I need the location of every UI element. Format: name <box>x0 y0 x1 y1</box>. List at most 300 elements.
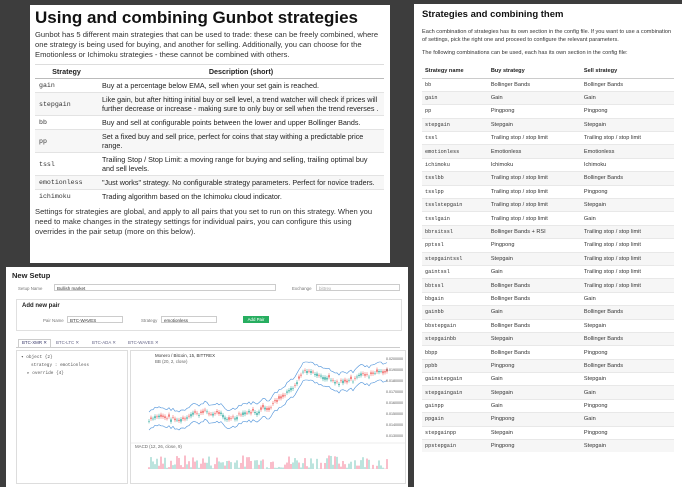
pair-name-input[interactable]: BTC-WAVES <box>67 316 123 323</box>
candle <box>264 408 265 410</box>
buy-strategy: Bollinger Bands <box>488 78 581 91</box>
combination-name: bbstepgain <box>422 319 488 332</box>
macd-bar <box>254 460 255 469</box>
table-row <box>422 413 674 426</box>
candle <box>230 418 231 419</box>
strategy-code: bb <box>35 116 98 130</box>
macd-bar <box>346 468 347 469</box>
combination-name: gainstepgain <box>422 373 488 386</box>
chart-header: Monero / Bitcoin, 15, BITTREX <box>155 353 216 358</box>
candle <box>246 413 247 414</box>
macd-bar <box>316 459 317 469</box>
strategies-doc-panel <box>30 5 390 263</box>
candle <box>278 396 279 398</box>
combinations-table <box>422 64 674 453</box>
macd-bar <box>304 458 305 469</box>
candle <box>238 414 239 415</box>
buy-strategy: Stepgain <box>488 386 581 399</box>
sell-strategy: Bollinger Bands <box>581 172 674 185</box>
candle <box>262 405 263 407</box>
table-row <box>35 116 384 130</box>
table-row <box>422 145 674 158</box>
strategy-desc: "Just works" strategy. No configurable strategy parameters. Perfect for novice traders. <box>98 176 384 190</box>
macd-bar <box>242 456 243 469</box>
sell-strategy: Trailing stop / stop limit <box>581 252 674 265</box>
macd-bar <box>378 460 379 469</box>
buy-strategy: Gain <box>488 91 581 104</box>
candle <box>306 371 307 373</box>
candle <box>172 417 173 418</box>
buy-strategy: Stepgain <box>488 332 581 345</box>
sell-strategy: Emotionless <box>581 145 674 158</box>
candle <box>202 411 203 413</box>
candle <box>160 415 161 417</box>
candle <box>280 396 281 398</box>
chart-bb-label: BB (20, 2, close) <box>155 359 188 364</box>
candle <box>170 419 171 421</box>
candle <box>352 382 353 383</box>
candle <box>188 416 189 417</box>
buy-strategy: Bollinger Bands <box>488 319 581 332</box>
macd-bar <box>230 462 231 469</box>
candle <box>318 375 319 376</box>
candle <box>362 373 363 374</box>
macd-bar <box>180 465 181 469</box>
pair-tabs <box>16 339 400 348</box>
candle <box>290 388 291 390</box>
exchange-label: Exchange <box>292 286 312 291</box>
tree-node-object[interactable]: ▾ object {2} <box>21 355 53 360</box>
macd-bar <box>156 459 157 469</box>
macd-bar <box>364 467 365 469</box>
candle <box>198 415 199 416</box>
doc-title: Using and combining Gunbot strategies <box>35 8 359 27</box>
macd-bar <box>200 464 201 469</box>
candle <box>180 419 181 421</box>
candle <box>332 380 333 381</box>
candle <box>240 415 241 416</box>
candle <box>206 411 207 412</box>
candle <box>226 419 227 420</box>
macd-bar <box>368 460 369 469</box>
sell-strategy: Pingpong <box>581 346 674 359</box>
macd-bar <box>210 466 211 469</box>
candle <box>242 413 243 415</box>
candle <box>248 411 249 412</box>
price-tick-label: 0.0170000 <box>386 390 403 394</box>
buy-strategy: Trailing stop / stop limit <box>488 172 581 185</box>
macd-bar <box>154 464 155 469</box>
candle <box>224 418 225 420</box>
macd-bar <box>342 461 343 469</box>
macd-bar <box>310 458 311 469</box>
macd-bar <box>246 457 247 469</box>
macd-bar <box>324 463 325 469</box>
candle <box>158 416 159 417</box>
candle <box>292 388 293 389</box>
macd-bar <box>328 455 329 469</box>
candle <box>250 412 251 413</box>
buy-strategy: Pingpong <box>488 413 581 426</box>
candle <box>212 414 213 416</box>
macd-bar <box>218 461 219 469</box>
strategy-desc: Trading algorithm based on the Ichimoku cloud indicator. <box>98 190 384 204</box>
macd-bar <box>202 458 203 469</box>
candle <box>330 380 331 381</box>
table-row <box>422 440 674 453</box>
tab-btc-ada[interactable]: BTC-ADA ✕ <box>92 340 116 345</box>
candle <box>220 413 221 414</box>
tab-btc-xmr[interactable]: BTC-XMR ✕ <box>18 339 51 347</box>
buy-strategy: Gain <box>488 306 581 319</box>
macd-bar <box>260 461 261 469</box>
combination-name: ichimoku <box>422 158 488 171</box>
candle <box>372 373 373 374</box>
sell-strategy: Pingpong <box>581 105 674 118</box>
candle <box>308 371 309 372</box>
candle <box>164 416 165 418</box>
macd-bar <box>334 456 335 469</box>
buy-strategy: Emotionless <box>488 145 581 158</box>
macd-bar <box>228 461 229 469</box>
setup-name-input[interactable]: Bullish market <box>54 284 276 291</box>
sell-strategy: Bollinger Bands <box>581 332 674 345</box>
sell-strategy: Bollinger Bands <box>581 359 674 372</box>
macd-bar <box>302 463 303 469</box>
macd-bar <box>340 467 341 469</box>
setup-name-label: Setup Name <box>18 286 43 291</box>
candle <box>254 412 255 413</box>
macd-bar <box>148 467 149 469</box>
candle <box>336 382 337 383</box>
macd-bar <box>206 463 207 469</box>
candle <box>302 372 303 373</box>
table-row <box>422 185 674 198</box>
macd-bar <box>274 468 275 469</box>
buy-strategy: Pingpong <box>488 440 581 453</box>
candle <box>204 410 205 411</box>
macd-bar <box>178 458 179 469</box>
setup-title: New Setup <box>12 271 51 280</box>
candle <box>344 380 345 382</box>
price-tick-label: 0.0190000 <box>386 368 403 372</box>
table-row <box>35 176 384 190</box>
macd-bar <box>292 462 293 469</box>
sell-strategy: Trailing stop / stop limit <box>581 279 674 292</box>
sell-strategy: Stepgain <box>581 319 674 332</box>
macd-bar <box>166 468 167 469</box>
buy-strategy: Stepgain <box>488 252 581 265</box>
col-description: Description (short) <box>98 65 384 79</box>
price-tick-label: 0.0130000 <box>386 434 403 438</box>
price-tick-label: 0.0200000 <box>386 357 403 361</box>
macd-bar <box>220 463 221 469</box>
gunbot-new-setup-window <box>6 267 408 487</box>
candle <box>376 370 377 372</box>
macd-bar <box>276 468 277 469</box>
macd-bar <box>288 457 289 469</box>
price-tick-label: 0.0140000 <box>386 423 403 427</box>
sell-strategy: Stepgain <box>581 440 674 453</box>
macd-bar <box>282 468 283 469</box>
price-tick-label: 0.0160000 <box>386 401 403 405</box>
buy-strategy: Pingpong <box>488 359 581 372</box>
col-strategy-name: Strategy name <box>422 64 488 79</box>
candle <box>168 414 169 416</box>
tab-btc-waves[interactable]: BTC-WAVES ✕ <box>128 340 159 345</box>
table-row <box>422 306 674 319</box>
macd-bar <box>366 459 367 469</box>
strategy-desc: Set a fixed buy and sell price, perfect for coins that stay withing a predictable price range. <box>98 130 384 153</box>
macd-bar <box>184 456 185 469</box>
col-strategy: Strategy <box>35 65 98 79</box>
macd-bar <box>256 460 257 469</box>
macd-bar <box>380 465 381 469</box>
strategy-code: stepgain <box>35 93 98 116</box>
candle <box>370 372 371 374</box>
buy-strategy: Trailing stop / stop limit <box>488 132 581 145</box>
macd-bar <box>356 466 357 469</box>
strategy-select[interactable]: emotionless <box>161 316 217 323</box>
bb-upper-band <box>149 362 387 412</box>
table-row <box>422 426 674 439</box>
macd-bar <box>354 460 355 469</box>
table-row <box>422 346 674 359</box>
candle <box>236 417 237 419</box>
macd-bar <box>298 463 299 469</box>
candle <box>192 413 193 415</box>
macd-bar <box>300 468 301 469</box>
price-chart[interactable] <box>130 350 406 484</box>
combinations-intro: Each combination of strategies has its own section in the config file. If you want to use a combination of settings, pick the right one and proceed to configure the relevant parameters. <box>422 29 672 43</box>
sell-strategy: Gain <box>581 292 674 305</box>
candle <box>284 395 285 396</box>
add-pair-button[interactable]: Add Pair <box>243 316 269 323</box>
combination-name: gainpp <box>422 399 488 412</box>
candle <box>232 417 233 418</box>
macd-bar <box>198 468 199 469</box>
candle <box>276 400 277 402</box>
macd-bar <box>236 460 237 469</box>
sell-strategy: Pingpong <box>581 426 674 439</box>
macd-bar <box>214 464 215 469</box>
combination-name: tsslgain <box>422 212 488 225</box>
table-row <box>422 279 674 292</box>
combinations-title: Strategies and combining them <box>422 9 564 20</box>
candle <box>152 419 153 420</box>
macd-bar <box>192 457 193 469</box>
candle <box>222 415 223 417</box>
macd-bar <box>278 467 279 469</box>
strategy-desc: Like gain, but after hitting initial buy or sell level, a trend watcher will check if prices will further decrease or increase - making sure to only buy or sell when the trend reverses . <box>98 93 384 116</box>
sell-strategy: Gain <box>581 413 674 426</box>
candle <box>178 420 179 421</box>
sell-strategy: Bollinger Bands <box>581 78 674 91</box>
combination-name: stepgain <box>422 118 488 131</box>
exchange-select[interactable]: bittrex <box>316 284 400 291</box>
candle <box>154 416 155 418</box>
candle <box>304 370 305 371</box>
buy-strategy: Stepgain <box>488 118 581 131</box>
candle <box>326 378 327 380</box>
candle <box>252 409 253 411</box>
add-pair-title: Add new pair <box>22 303 60 309</box>
macd-bar <box>204 463 205 469</box>
table-row <box>422 172 674 185</box>
candle <box>366 374 367 375</box>
combinations-intro-2: The following combinations can be used, each has its own section in the config file: <box>422 50 628 56</box>
macd-bar <box>382 468 383 469</box>
combination-name: gaintssl <box>422 265 488 278</box>
macd-bar <box>196 460 197 469</box>
macd-bar <box>312 463 313 469</box>
candle <box>346 381 347 383</box>
candle <box>380 371 381 372</box>
combination-name: ppbb <box>422 359 488 372</box>
buy-strategy: Gain <box>488 399 581 412</box>
macd-bar <box>224 466 225 469</box>
candle <box>210 414 211 415</box>
macd-bar <box>270 462 271 469</box>
macd-bar <box>250 461 251 469</box>
macd-bar <box>362 457 363 469</box>
candle <box>186 417 187 418</box>
candle <box>272 403 273 404</box>
macd-bar <box>280 467 281 469</box>
table-row <box>422 132 674 145</box>
table-row <box>422 399 674 412</box>
candle <box>228 417 229 419</box>
combination-name: bbrsitssl <box>422 225 488 238</box>
strategy-desc: Trailing Stop / Stop Limit: a moving range for buying and selling, trailing optimal buy and sell levels. <box>98 153 384 176</box>
table-row <box>422 359 674 372</box>
candle <box>216 411 217 412</box>
macd-bar <box>248 457 249 469</box>
candle <box>282 395 283 397</box>
macd-bar <box>158 466 159 469</box>
strategy-label: Strategy <box>141 318 158 323</box>
sell-strategy: Trailing stop / stop limit <box>581 265 674 278</box>
candle <box>324 377 325 379</box>
candle <box>322 377 323 379</box>
doc-intro: Gunbot has 5 different main strategies that can be used to trade: these can be freely combined, where one strategy is being used for buying, and another for selling. Additionally, you can choose for the Emotionless or Ichimoku strategies - these cannot be combined with others. <box>35 30 379 59</box>
candle <box>328 375 329 377</box>
macd-bar <box>272 462 273 469</box>
sell-strategy: Stepgain <box>581 118 674 131</box>
candle <box>214 413 215 414</box>
candle <box>268 408 269 410</box>
candle <box>374 373 375 374</box>
macd-bar <box>152 461 153 469</box>
macd-bar <box>244 467 245 469</box>
buy-strategy: Trailing stop / stop limit <box>488 212 581 225</box>
candle <box>174 419 175 421</box>
macd-bar <box>348 464 349 469</box>
macd-bar <box>338 464 339 469</box>
macd-bar <box>330 456 331 469</box>
col-buy-strategy: Buy strategy <box>488 64 581 79</box>
sell-strategy: Ichimoku <box>581 158 674 171</box>
macd-bar <box>358 466 359 469</box>
col-sell-strategy: Sell strategy <box>581 64 674 79</box>
candle <box>166 418 167 419</box>
sell-strategy: Pingpong <box>581 399 674 412</box>
candle <box>348 380 349 381</box>
macd-bar <box>226 461 227 469</box>
candle <box>208 413 209 414</box>
macd-bar <box>168 467 169 469</box>
candle <box>312 372 313 373</box>
combination-name: gainbb <box>422 306 488 319</box>
candle <box>314 374 315 375</box>
combination-name: gain <box>422 91 488 104</box>
macd-bar <box>160 457 161 469</box>
json-tree-editor[interactable] <box>16 350 128 484</box>
macd-bar <box>262 459 263 469</box>
candle <box>218 412 219 414</box>
combination-name: tsslbb <box>422 172 488 185</box>
sell-strategy: Stepgain <box>581 373 674 386</box>
table-row <box>35 130 384 153</box>
candle <box>378 371 379 372</box>
candle <box>310 371 311 373</box>
candle <box>296 382 297 384</box>
table-row <box>422 332 674 345</box>
table-row <box>422 225 674 238</box>
strategy-desc: Buy and sell at configurable points between the lower and upper Bollinger Bands. <box>98 116 384 130</box>
candle <box>182 418 183 419</box>
macd-bar <box>296 460 297 469</box>
strategy-code: ichimoku <box>35 190 98 204</box>
table-row <box>422 239 674 252</box>
sell-strategy: Stepgain <box>581 199 674 212</box>
macd-bar <box>188 461 189 469</box>
table-row <box>422 91 674 104</box>
table-row <box>422 319 674 332</box>
macd-bar <box>294 458 295 469</box>
macd-bar <box>376 466 377 469</box>
macd-bar <box>190 467 191 469</box>
tree-node-override[interactable]: ▸ override {4} <box>27 371 64 376</box>
strategy-table <box>35 64 384 203</box>
macd-bar <box>286 463 287 469</box>
candle <box>320 376 321 377</box>
table-row <box>422 105 674 118</box>
candle <box>270 407 271 408</box>
table-row <box>422 373 674 386</box>
candle <box>364 374 365 376</box>
macd-bar <box>332 465 333 469</box>
tree-node-strategy[interactable]: strategy : emotionless <box>31 363 89 368</box>
candle <box>356 377 357 378</box>
table-row <box>422 78 674 91</box>
combination-name: tsslstepgain <box>422 199 488 212</box>
table-row <box>35 153 384 176</box>
macd-bar <box>208 457 209 469</box>
buy-strategy: Bollinger Bands <box>488 346 581 359</box>
candle <box>334 382 335 383</box>
macd-bar <box>240 463 241 469</box>
candle <box>316 374 317 376</box>
combination-name: ppgain <box>422 413 488 426</box>
combination-name: pptssl <box>422 239 488 252</box>
tab-btc-ltc[interactable]: BTC-LTC ✕ <box>56 340 80 345</box>
candle <box>338 384 339 385</box>
sell-strategy: Pingpong <box>581 185 674 198</box>
candle <box>190 414 191 416</box>
candle <box>162 416 163 417</box>
candle <box>266 408 267 410</box>
